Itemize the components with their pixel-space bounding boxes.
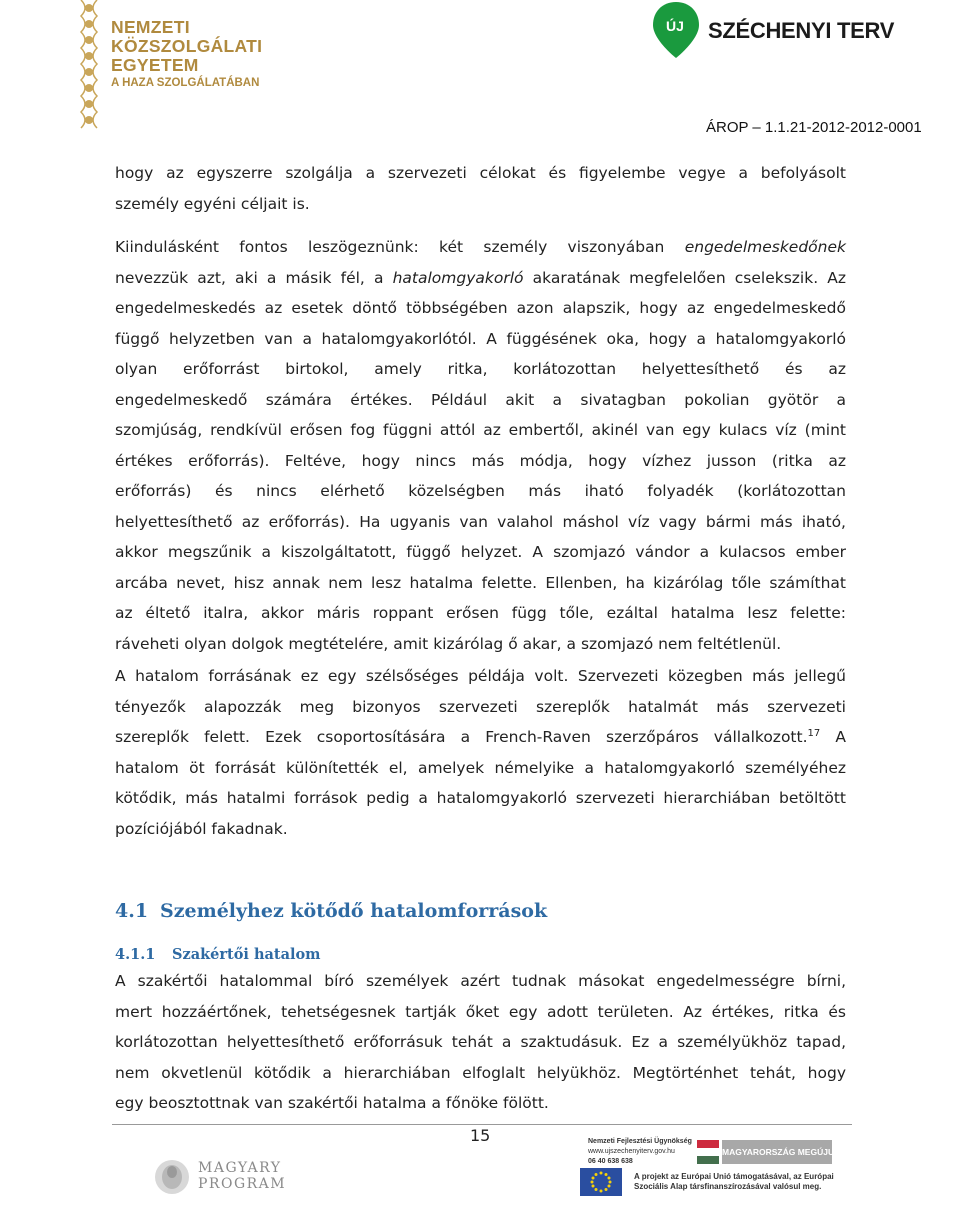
text-line: személy egyéni céljait is.	[115, 194, 310, 213]
uj-badge-text: ÚJ	[666, 18, 684, 34]
subsection-heading	[115, 946, 321, 963]
footnote-reference[interactable]: 17	[807, 727, 821, 739]
term-hatalomgyakorlo: hatalomgyakorló	[392, 268, 524, 287]
text-line: hogy az egyszerre szolgálja a szervezeti célokat és figyelembe vegye a befolyásolt	[115, 164, 846, 182]
magyary-line-2: PROGRAM	[198, 1176, 287, 1192]
text-line: függő helyzetben van a hatalomgyakorlótól. A függésének oka, hogy a hatalomgyakorló	[115, 329, 846, 348]
text-segment: A	[820, 728, 847, 746]
eu-line-1: A projekt az Európai Unió támogatásával, az Európai	[634, 1172, 834, 1181]
nfu-name: Nemzeti Fejlesztési Ügynökség	[588, 1138, 692, 1145]
paragraph-2	[115, 232, 846, 659]
hungary-renews-badge: MAGYARORSZÁG MEGÚJUL	[722, 1140, 832, 1164]
text-segment: akaratának megfelelően cselekszik. Az	[523, 268, 846, 287]
paragraph-1	[115, 158, 846, 219]
ornament-icon	[78, 0, 100, 135]
university-tagline: A HAZA SZOLGÁLATÁBAN	[111, 77, 260, 89]
university-name-line-2: KÖZSZOLGÁLATI	[111, 36, 263, 56]
project-code: ÁROP – 1.1.21-2012-2012-0001	[706, 119, 922, 136]
text-line: mert hozzáértőnek, tehetségesnek tartják őket egy adott területen. Az értékes, ritka és	[115, 1002, 846, 1021]
text-line	[115, 263, 846, 294]
text-segment: Kiindulásként fontos leszögeznünk: két személy viszonyában	[115, 238, 685, 256]
university-logo	[78, 0, 308, 135]
section-title: Személyhez kötődő hatalomforrások	[160, 900, 548, 922]
nfu-phone: 06 40 638 638	[588, 1158, 633, 1165]
magyary-text	[198, 1160, 286, 1192]
text-line: A szakértői hatalommal bíró személyek azért tudnak másokat engedelmességre bírni,	[115, 972, 846, 990]
university-name-line-1: NEMZETI	[111, 17, 190, 37]
text-line: nem okvetlenül kötődik a hierarchiában elfoglalt helyükhöz. Megtörténhet tehát, hogy	[115, 1063, 846, 1082]
text-line: erőforrás) és nincs elérhető közelségben más iható folyadék (korlátozottan	[115, 482, 846, 500]
magyary-line-1: MAGYARY	[198, 1160, 282, 1176]
text-line: olyan erőforrást birtokol, amely ritka, korlátozottan helyettesíthető és az	[115, 360, 846, 378]
text-line: korlátozottan helyettesíthető erőforrásuk tehát a szaktudásuk. Ez a személyükhöz tapad,	[115, 1033, 846, 1051]
magyary-program-logo	[152, 1158, 292, 1198]
text-line: hatalom öt forrását különítették el, amelyek némelyike a hatalomgyakorló személyéhez	[115, 758, 846, 777]
text-line: A hatalom forrásának ez egy szélsőséges példája volt. Szervezeti közegben más jellegű	[115, 667, 846, 685]
subsection-title: Szakértői hatalom	[172, 946, 321, 963]
text-segment: nevezzük azt, aki a másik fél, a	[115, 268, 393, 287]
text-line: helyettesíthető az erőforrás). Ha ugyanis van valahol máshol víz vagy bármi más iható,	[115, 512, 846, 531]
text-segment: szereplők felett. Ezek csoportosítására a French-Raven szerzőpáros vállalkozott.	[115, 728, 808, 746]
subsection-number: 4.1.1	[115, 946, 156, 963]
university-name-line-3: EGYETEM	[111, 55, 199, 75]
section-heading	[115, 900, 547, 922]
text-line: szomjúság, rendkívül erősen fog függni attól az embertől, akinél van egy kulacs víz (mint	[115, 421, 846, 439]
text-line: értékes erőforrás). Feltéve, hogy nincs más módja, hogy vízhez jusson (ritka az	[115, 451, 846, 470]
page-number: 15	[470, 1126, 491, 1145]
text-line	[115, 232, 846, 263]
paragraph-3	[115, 661, 846, 844]
footer-divider	[112, 1124, 852, 1125]
text-line: pozíciójából fakadnak.	[115, 819, 288, 838]
emblem-icon	[152, 1158, 192, 1196]
szechenyi-name: SZÉCHENYI TERV	[708, 18, 895, 43]
eu-funding-note	[634, 1172, 834, 1192]
term-engedelmeskedo: engedelmeskedőnek	[684, 238, 846, 256]
eu-line-2: Szociális Alap társfinanszírozásával valósul meg.	[634, 1182, 822, 1191]
nfu-contact	[588, 1137, 692, 1167]
text-line: tényezők alapozzák meg bizonyos szervezeti szereplők hatalmát más szervezeti	[115, 697, 846, 716]
hungarian-flag-icon	[697, 1140, 719, 1164]
eu-flag-icon	[580, 1168, 622, 1196]
text-line: az éltető italra, akkor máris roppant erősen függ tőle, ezáltal hatalma lesz felette:	[115, 604, 846, 622]
text-line: arcába nevet, hisz annak nem lesz hatalma felette. Ellenben, ha kizárólag tőle számíthat	[115, 573, 846, 592]
nfu-url[interactable]: www.ujszechenyiterv.gov.hu	[588, 1148, 675, 1155]
paragraph-4	[115, 966, 846, 1119]
text-line: kötődik, más hatalmi források pedig a hatalomgyakorló szervezeti hierarchiában betöltött	[115, 789, 846, 807]
text-line: akkor megszűnik a kiszolgáltatott, függő helyzet. A szomjazó vándor a kulacsos ember	[115, 543, 846, 561]
text-line: ráveheti olyan dolgok megtételére, amit kizárólag ő akar, a szomjazó nem feltétlenül.	[115, 634, 782, 653]
text-line: engedelmeskedő számára értékes. Például akit a sivatagban pokolian gyötör a	[115, 390, 846, 409]
text-line	[115, 722, 846, 753]
text-line: engedelmeskedés az esetek döntő többségében azon alapszik, hogy az engedelmeskedő	[115, 299, 846, 317]
section-number: 4.1	[115, 900, 149, 922]
text-line: egy beosztottnak van szakértői hatalma a főnöke fölött.	[115, 1094, 549, 1112]
szechenyi-terv-logo	[650, 0, 950, 80]
